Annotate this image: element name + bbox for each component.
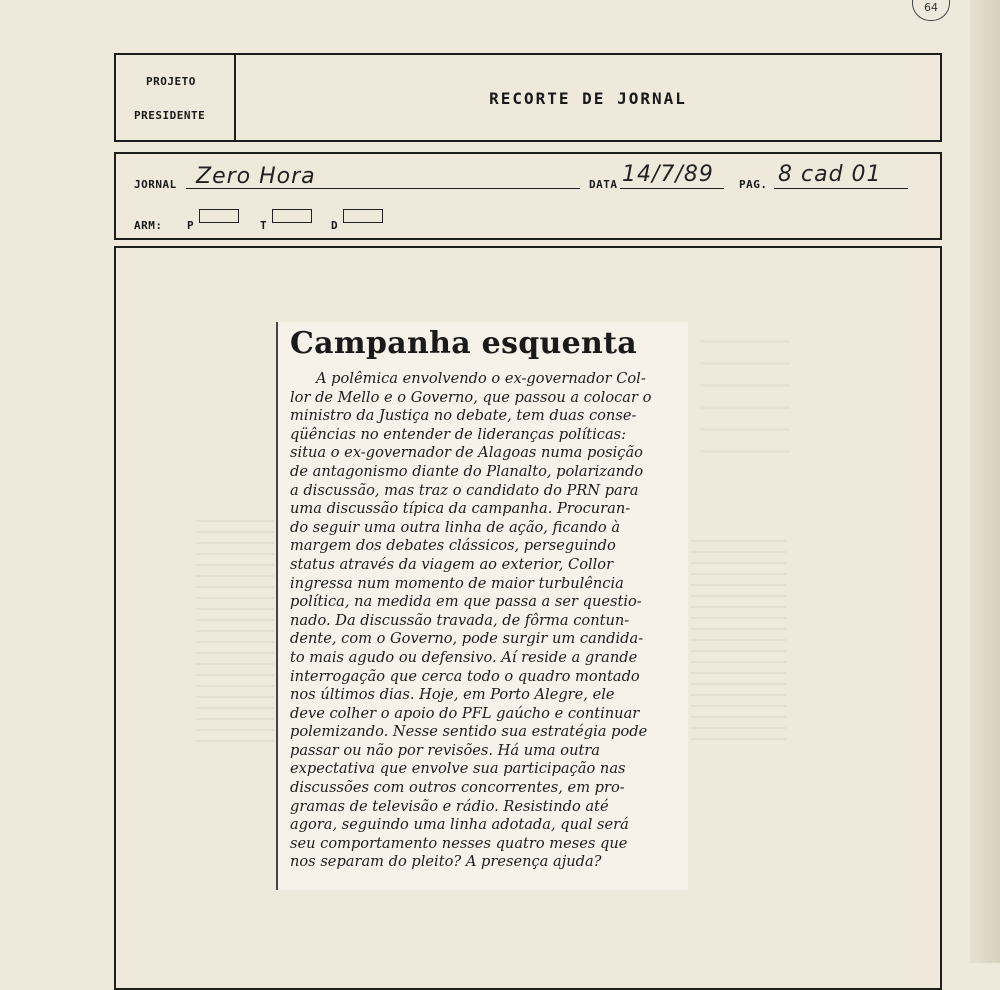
project-cell xyxy=(116,55,236,140)
page-number: 64 xyxy=(912,0,950,21)
page-edge xyxy=(970,0,1000,963)
pag-label: PAG. xyxy=(739,178,768,191)
arm-p-label: P xyxy=(187,219,195,232)
article-line: situa o ex-governador de Alagoas numa posição xyxy=(290,444,643,462)
article-line: discussões com outros concorrentes, em pro- xyxy=(290,779,625,797)
arm-label: ARM: xyxy=(134,219,163,232)
data-value: 14/7/89 xyxy=(622,162,714,187)
header-box xyxy=(114,53,942,142)
pag-line xyxy=(774,188,908,189)
arm-d-box xyxy=(343,209,383,223)
arm-d-label: D xyxy=(331,219,339,232)
article-line: política, na medida em que passa a ser questio- xyxy=(290,593,642,611)
article-line: nado. Da discussão travada, de fôrma contun- xyxy=(290,611,630,629)
jornal-value: Zero Hora xyxy=(196,164,316,189)
article-line: agora, seguindo uma linha adotada, qual será xyxy=(290,816,629,834)
article-line: qüências no entender de lideranças políticas: xyxy=(290,425,627,443)
article-line: to mais agudo ou defensivo. Aí reside a grande xyxy=(290,648,638,666)
article-line: passar ou não por revisões. Há uma outra xyxy=(290,741,601,759)
article-title: Campanha esquenta xyxy=(290,326,638,361)
article-line: expectativa que envolve sua participação nas xyxy=(290,760,626,778)
project-label-line2: PRESIDENTE xyxy=(134,109,206,122)
form-title: RECORTE DE JORNAL xyxy=(489,89,687,108)
article-body xyxy=(290,370,680,872)
article-line: ministro da Justiça no debate, tem duas conse- xyxy=(290,407,637,425)
show-through-right xyxy=(700,340,790,460)
article-line: do seguir uma outra linha de ação, ficando à xyxy=(290,518,621,536)
article-line: a discussão, mas traz o candidato do PRN para xyxy=(290,481,639,499)
data-label: DATA xyxy=(589,178,618,191)
article-line: lor de Mello e o Governo, que passou a colocar o xyxy=(290,388,652,406)
arm-t-label: T xyxy=(260,219,268,232)
jornal-label: JORNAL xyxy=(134,178,177,191)
article-line: seu comportamento nesses quatro meses que xyxy=(290,834,628,852)
article-line: de antagonismo diante do Planalto, polarizando xyxy=(290,462,644,480)
show-through-left xyxy=(196,330,276,440)
article-line: uma discussão típica da campanha. Procuran- xyxy=(290,500,631,518)
article-line: gramas de televisão e rádio. Resistindo até xyxy=(290,797,609,815)
article-line: polemizando. Nesse sentido sua estratégia pode xyxy=(290,723,648,741)
show-through-column-right xyxy=(690,540,786,740)
article-line: status através da viagem ao exterior, Collor xyxy=(290,555,614,573)
article-line: A polêmica envolvendo o ex-governador Col- xyxy=(316,370,646,387)
data-line xyxy=(620,188,724,189)
jornal-line xyxy=(186,188,580,189)
article-line: deve colher o apoio do PFL gaúcho e continuar xyxy=(290,704,640,722)
project-label-line1: PROJETO xyxy=(146,75,196,88)
show-through-column-left xyxy=(196,520,274,750)
article-line: interrogação que cerca todo o quadro montado xyxy=(290,667,640,685)
article-line: margem dos debates clássicos, perseguindo xyxy=(290,537,616,555)
article-line: nos separam do pleito? A presença ajuda? xyxy=(290,853,602,871)
arm-t-box xyxy=(272,209,312,223)
newspaper-clipping xyxy=(276,322,688,890)
arm-p-box xyxy=(199,209,239,223)
article-line: ingressa num momento de maior turbulência xyxy=(290,574,624,592)
article-line: nos últimos dias. Hoje, em Porto Alegre, ele xyxy=(290,686,615,704)
article-line: dente, com o Governo, pode surgir um candida- xyxy=(290,630,644,648)
pag-value: 8 cad 01 xyxy=(778,162,882,187)
